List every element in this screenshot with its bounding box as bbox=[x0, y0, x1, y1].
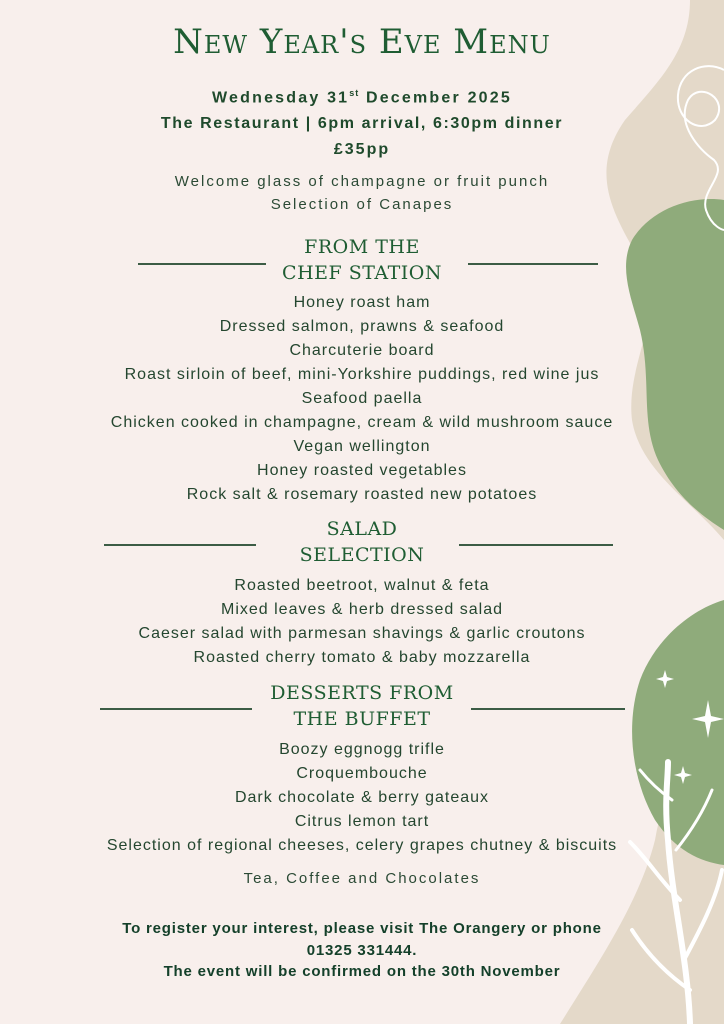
list-item: Honey roast ham bbox=[293, 294, 431, 311]
list-item: Citrus lemon tart bbox=[294, 813, 430, 830]
salad-list bbox=[0, 574, 724, 670]
list-item: Charcuterie board bbox=[289, 342, 435, 359]
desserts-list bbox=[0, 738, 724, 858]
footer-note bbox=[0, 918, 724, 983]
list-item: Boozy eggnogg trifle bbox=[279, 741, 445, 758]
list-item: Rock salt & rosemary roasted new potatoes bbox=[186, 486, 538, 503]
list-item: Roast sirloin of beef, mini-Yorkshire puddings, red wine jus bbox=[124, 366, 600, 383]
event-day-suffix: st bbox=[349, 88, 360, 98]
list-item: Dressed salmon, prawns & seafood bbox=[219, 318, 505, 335]
list-item: Vegan wellington bbox=[293, 438, 431, 455]
event-date bbox=[0, 88, 724, 107]
chef-station-list bbox=[0, 291, 724, 507]
section-title-chef-station: FROM THE CHEF STATION bbox=[282, 236, 442, 284]
list-item: Croquembouche bbox=[296, 765, 428, 782]
footer-line: To register your interest, please visit The Orangery or phone bbox=[122, 920, 602, 937]
list-item: Caeser salad with parmesan shavings & garlic croutons bbox=[138, 625, 586, 642]
event-day: Wednesday 31 bbox=[212, 89, 350, 107]
welcome-list bbox=[0, 170, 724, 216]
page-title: New Year's Eve Menu bbox=[173, 22, 551, 62]
list-item: Selection of regional cheeses, celery grapes chutney & biscuits bbox=[106, 837, 618, 854]
event-price: £35pp bbox=[333, 141, 391, 158]
welcome-item: Selection of Canapes bbox=[270, 196, 454, 213]
footer-phone: 01325 331444. bbox=[306, 941, 418, 959]
welcome-item: Welcome glass of champagne or fruit punch bbox=[174, 173, 550, 190]
event-month-year: December 2025 bbox=[359, 89, 512, 107]
list-item: Chicken cooked in champagne, cream & wild mushroom sauce bbox=[110, 414, 614, 431]
list-item: Roasted beetroot, walnut & feta bbox=[234, 577, 490, 594]
list-item: Roasted cherry tomato & baby mozzarella bbox=[193, 649, 531, 666]
list-item: Honey roasted vegetables bbox=[257, 462, 467, 479]
footer-line: The event will be confirmed on the 30th November bbox=[163, 963, 561, 980]
list-item: Mixed leaves & herb dressed salad bbox=[220, 601, 504, 618]
closing-line: Tea, Coffee and Chocolates bbox=[243, 870, 481, 887]
event-venue-time: The Restaurant | 6pm arrival, 6:30pm dinner bbox=[160, 115, 564, 132]
section-title-salad: SALAD SELECTION bbox=[299, 518, 425, 566]
list-item: Dark chocolate & berry gateaux bbox=[234, 789, 490, 806]
section-title-desserts: DESSERTS FROM THE BUFFET bbox=[270, 682, 454, 730]
list-item: Seafood paella bbox=[301, 390, 423, 407]
